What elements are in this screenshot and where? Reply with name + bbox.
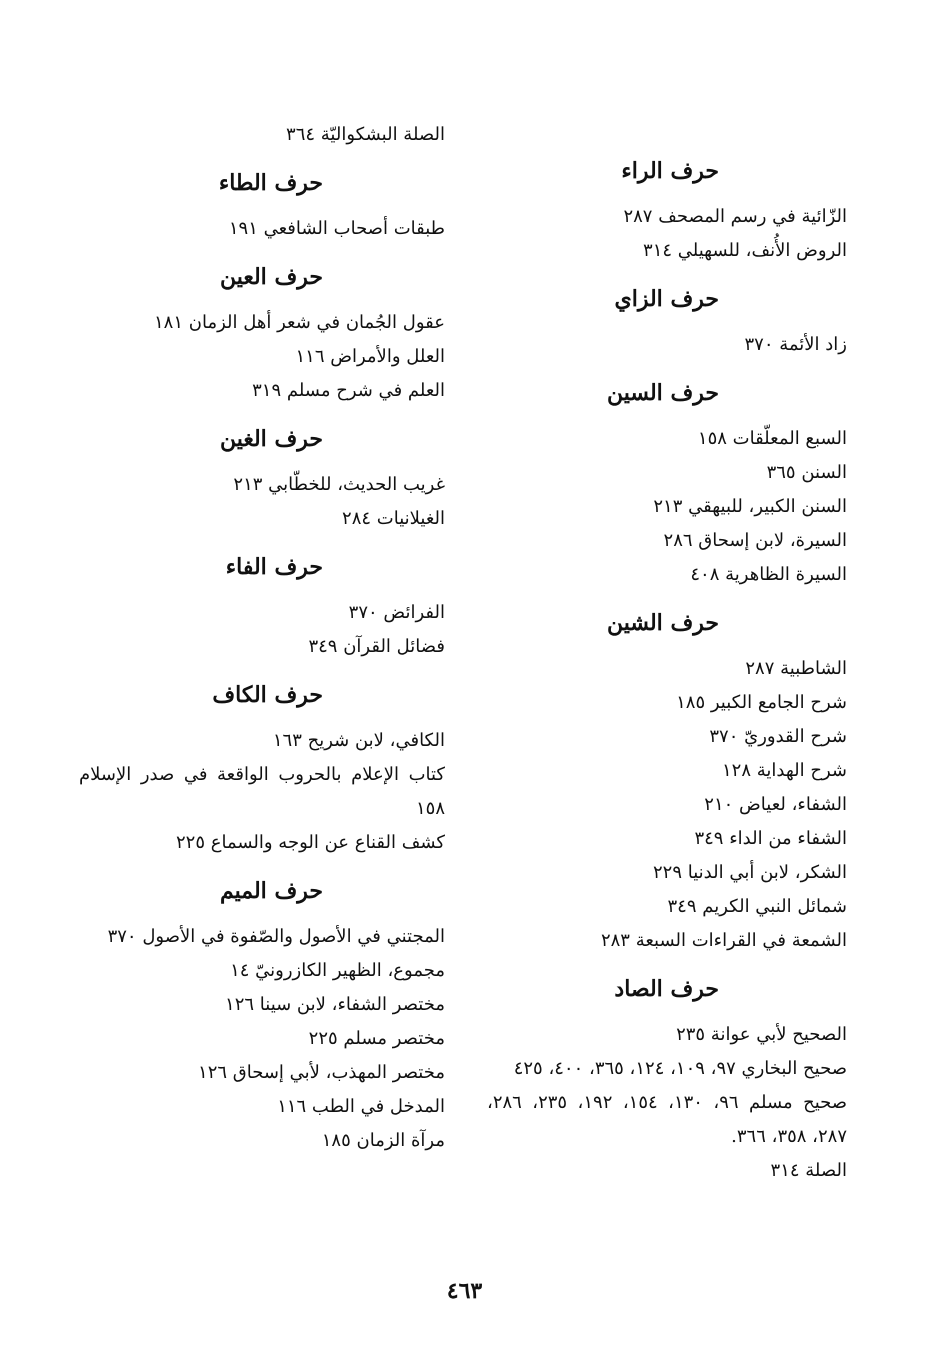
index-entry: السيرة الظاهرية ٤٠٨	[690, 564, 847, 585]
index-entry: السنن ٣٦٥	[766, 462, 847, 483]
index-entry: الشفاء، لعياض ٢١٠	[704, 794, 847, 815]
index-section	[79, 118, 445, 152]
index-entry: صحيح مسلم ٩٦، ١٣٠، ١٥٤، ١٩٢، ٢٣٥، ٢٨٦، ٢٨٧، ٣٥٨، ٣٦٦.	[487, 1092, 848, 1147]
index-entry: الشفاء من الداء ٣٤٩	[694, 828, 847, 849]
index-entry: شرح الهداية ١٢٨	[722, 760, 847, 781]
section-heading: حرف الغين	[219, 426, 323, 452]
section-heading: حرف الميم	[219, 878, 323, 904]
index-section	[79, 874, 445, 1158]
section-heading: حرف الصاد	[614, 976, 719, 1002]
index-entry: المدخل في الطب ١١٦	[277, 1096, 445, 1117]
section-heading: حرف الزاي	[614, 286, 719, 312]
index-section	[487, 376, 847, 592]
index-section	[487, 154, 847, 268]
index-entry: الروض الأُنف، للسهيلي ٣١٤	[643, 240, 847, 261]
index-entry: مختصر مسلم ٢٢٥	[308, 1028, 445, 1049]
right-column	[487, 140, 847, 1188]
section-heading: حرف السين	[606, 380, 719, 406]
index-entry: الشكر، لابن أبي الدنيا ٢٢٩	[653, 862, 847, 883]
index-entry: مرآة الزمان ١٨٥	[321, 1130, 445, 1151]
section-heading: حرف الطاء	[218, 170, 323, 196]
index-entry: الشمعة في القراءات السبعة ٢٨٣	[600, 930, 847, 951]
index-section	[79, 260, 445, 408]
index-section	[79, 166, 445, 246]
index-entry: زاد الأئمة ٣٧٠	[744, 334, 847, 355]
entry-list	[79, 724, 445, 860]
section-heading: حرف الفاء	[225, 554, 323, 580]
index-entry: السبع المعلّقات ١٥٨	[697, 428, 847, 449]
entry-list	[79, 212, 445, 246]
index-entry: مختصر الشفاء، لابن سينا ١٢٦	[225, 994, 445, 1015]
index-entry: الشاطبية ٢٨٧	[745, 658, 847, 679]
index-entry: مختصر المهذب، لأبي إسحاق ١٢٦	[198, 1062, 445, 1083]
section-heading: حرف الكاف	[212, 682, 323, 708]
index-entry: العلم في شرح مسلم ٣١٩	[252, 380, 445, 401]
index-entry: كتاب الإعلام بالحروب الواقعة في صدر الإسلام ١٥٨	[79, 764, 445, 819]
entry-list	[487, 1018, 847, 1188]
index-entry: عقول الجُمان في شعر أهل الزمان ١٨١	[154, 312, 445, 333]
entry-list	[79, 306, 445, 408]
section-heading: حرف الشين	[606, 610, 719, 636]
index-entry: شرح القدوريّ ٣٧٠	[709, 726, 847, 747]
left-column	[79, 118, 445, 1158]
index-entry: الغيلانيات ٢٨٤	[342, 508, 445, 529]
index-entry: غريب الحديث، للخطّابي ٢١٣	[233, 474, 445, 495]
entry-list	[79, 596, 445, 664]
section-heading: حرف الراء	[621, 158, 719, 184]
index-section	[487, 282, 847, 362]
index-entry: فضائل القرآن ٣٤٩	[308, 636, 445, 657]
index-entry: الفرائض ٣٧٠	[348, 602, 445, 623]
index-section	[487, 972, 847, 1188]
index-section	[79, 422, 445, 536]
index-entry: الكافي، لابن شريح ١٦٣	[272, 730, 445, 751]
index-entry: كشف القناع عن الوجه والسماع ٢٢٥	[175, 832, 445, 853]
entry-list	[487, 328, 847, 362]
index-section	[79, 550, 445, 664]
entry-list	[487, 422, 847, 592]
index-section	[487, 606, 847, 958]
entry-list	[487, 200, 847, 268]
section-heading: حرف العين	[219, 264, 323, 290]
entry-list	[79, 118, 445, 152]
index-entry: طبقات أصحاب الشافعي ١٩١	[228, 218, 445, 239]
index-entry: مجموع، الظهير الكازرونيّ ١٤	[230, 960, 445, 981]
entry-list	[487, 652, 847, 958]
index-entry: المجتني في الأصول والصّفوة في الأصول ٣٧٠	[107, 926, 445, 947]
index-entry: شمائل النبي الكريم ٣٤٩	[667, 896, 847, 917]
index-entry: العلل والأمراض ١١٦	[295, 346, 445, 367]
page-number: ٤٦٣	[446, 1278, 483, 1304]
index-entry: شرح الجامع الكبير ١٨٥	[676, 692, 847, 713]
index-entry: الصلة ٣١٤	[770, 1160, 847, 1181]
index-entry: الصحيح لأبي عوانة ٢٣٥	[676, 1024, 847, 1045]
index-section	[79, 678, 445, 860]
entry-list	[79, 468, 445, 536]
entry-list	[79, 920, 445, 1158]
index-entry: السيرة، لابن إسحاق ٢٨٦	[663, 530, 847, 551]
index-entry: الصلة البشكواليّة ٣٦٤	[286, 124, 445, 145]
index-entry: صحيح البخاري ٩٧، ١٠٩، ١٢٤، ٣٦٥، ٤٠٠، ٤٢٥	[513, 1058, 847, 1079]
index-entry: الزّائية في رسم المصحف ٢٨٧	[623, 206, 847, 227]
index-entry: السنن الكبير، للبيهقي ٢١٣	[653, 496, 847, 517]
